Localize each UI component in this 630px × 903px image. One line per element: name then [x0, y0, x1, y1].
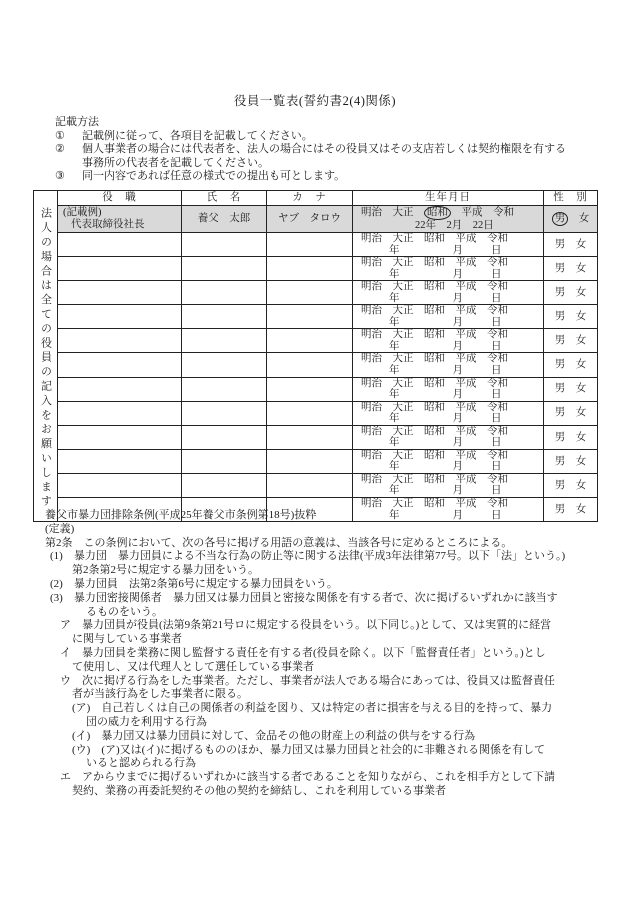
era-options: 明治 大正 昭和 平成 令和: [361, 449, 508, 461]
name-cell-blank: [182, 449, 267, 473]
era-options: 明治 大正 昭和 平成 令和: [361, 329, 508, 341]
kana-cell-blank: [267, 257, 353, 281]
kana-cell-blank: [267, 305, 353, 329]
birthdate-cell: [353, 305, 544, 329]
table-header-row: [34, 191, 598, 206]
example-birthdate-cell: [353, 206, 544, 233]
name-cell-blank: [182, 353, 267, 377]
day-label: 日: [491, 485, 502, 497]
sex-options: 男 女: [544, 449, 598, 473]
year-label: 年: [389, 316, 400, 328]
example-position-cell: [58, 206, 182, 233]
year-label: 年: [389, 509, 400, 521]
kana-cell-blank: [267, 473, 353, 497]
era-options: 明治 大正 昭和 平成 令和: [361, 281, 508, 293]
ordinance-title: 養父市暴力団排除条例(平成25年養父市条例第18号)抜粋: [45, 509, 317, 521]
month-label: 月: [452, 389, 463, 401]
example-era-line: [353, 206, 543, 220]
instruction-number-2: ②: [55, 143, 65, 156]
table-row: [34, 401, 598, 425]
sex-options: 男 女: [544, 329, 598, 353]
month-label: 月: [452, 268, 463, 280]
side-note-cell: [34, 191, 58, 522]
ordinance-line: エ アからウまでに掲げるいずれかに該当する者であることを知りながら、これを相手方として下請: [60, 771, 555, 784]
ordinance-line: に関与している事業者: [72, 633, 182, 646]
example-sex-circled: 男: [552, 212, 569, 226]
column-header-sex: 性 別: [544, 191, 598, 206]
ordinance-line: (ア) 自己若しくは自己の関係者の利益を図り、又は特定の者に損害を与える目的を持って、暴力: [72, 702, 553, 715]
position-cell-blank: [58, 257, 182, 281]
era-options: 明治 大正 昭和 平成 令和: [361, 498, 508, 510]
birthdate-cell: [353, 257, 544, 281]
position-cell-blank: [58, 305, 182, 329]
ordinance-line: (定義): [45, 522, 75, 535]
month-label: 月: [452, 365, 463, 377]
month-label: 月: [452, 413, 463, 425]
table-row: [34, 305, 598, 329]
table-row: [34, 281, 598, 305]
month-label: 月: [452, 292, 463, 304]
kana-cell-blank: [267, 401, 353, 425]
instruction-text-1: 記載例に従って、各項目を記載してください。: [82, 129, 313, 142]
birthdate-cell: [353, 353, 544, 377]
era-options: 明治 大正 昭和 平成 令和: [361, 377, 508, 389]
table-row: [34, 449, 598, 473]
month-label: 月: [452, 437, 463, 449]
day-label: 日: [491, 244, 502, 256]
year-label: 年: [389, 437, 400, 449]
year-label: 年: [389, 292, 400, 304]
kana-cell-blank: [267, 353, 353, 377]
ordinance-line: るものをいう。: [86, 605, 163, 618]
example-sex-cell: [544, 206, 598, 233]
year-month-day-line: [353, 293, 543, 305]
birthdate-cell: [353, 425, 544, 449]
table-row: [34, 233, 598, 257]
birthdate-cell: [353, 233, 544, 257]
kana-cell-blank: [267, 329, 353, 353]
instruction-text-2: 個人事業者の場合には代表者を、法人の場合にはその役員又はその支店若しくは契約権限を有する: [82, 143, 566, 156]
ordinance-line: 第2条 この条例において、次の各号に掲げる用語の意義は、当該各号に定めるところによる。: [45, 536, 513, 549]
example-date: 22年 2月 22日: [415, 220, 494, 232]
month-label: 月: [452, 485, 463, 497]
ordinance-line: ア 暴力団員が役員(法第9条第21号ロに規定する役員をいう。以下同じ。)として、又は実質的に経営: [60, 619, 552, 632]
ordinance-line: (イ) 暴力団又は暴力団員に対して、金品その他の財産上の利益の供与をする行為: [72, 729, 476, 742]
example-sex-other: 女: [578, 212, 590, 224]
day-label: 日: [491, 389, 502, 401]
ordinance-line: (ウ) (ア)又は(イ)に掲げるもののほか、暴力団又は暴力団員と社会的に非難される関係を有して: [72, 743, 545, 756]
month-label: 月: [452, 316, 463, 328]
day-label: 日: [491, 437, 502, 449]
position-cell-blank: [58, 425, 182, 449]
year-month-day-line: [353, 413, 543, 425]
name-cell-blank: [182, 257, 267, 281]
name-cell-blank: [182, 473, 267, 497]
era-options: 明治 大正 昭和 平成 令和: [361, 257, 508, 269]
example-eras-before: 明治 大正: [361, 207, 414, 219]
month-label: 月: [452, 340, 463, 352]
table-row: [34, 353, 598, 377]
birthdate-cell: [353, 329, 544, 353]
example-eras-after: 平成 令和: [461, 207, 514, 219]
table-row: [34, 473, 598, 497]
example-label: (記載例): [63, 207, 102, 219]
year-label: 年: [389, 244, 400, 256]
name-cell-blank: [182, 377, 267, 401]
table-row: [34, 257, 598, 281]
instruction-number-1: ①: [55, 129, 65, 142]
sex-options: 男 女: [544, 233, 598, 257]
year-label: 年: [389, 413, 400, 425]
kana-cell-blank: [267, 425, 353, 449]
instruction-text-3: 同一内容であれば任意の様式での提出も可とします。: [82, 170, 346, 183]
year-month-day-line: [353, 437, 543, 449]
ordinance-line: て使用し、又は代理人として選任している事業者: [72, 660, 314, 673]
example-kana: ヤブ タロウ: [267, 206, 353, 233]
column-header-name: 氏 名: [182, 191, 267, 206]
ordinance-line: (1) 暴力団 暴力団員による不当な行為の防止等に関する法律(平成3年法律第77号。以下「法」という。): [50, 550, 566, 563]
position-cell-blank: [58, 473, 182, 497]
example-era-circled: 昭和: [424, 206, 451, 220]
column-header-kana: カ ナ: [267, 191, 353, 206]
ordinance-line: 契約、業務の再委託契約その他の契約を締結し、これを利用している事業者: [72, 784, 446, 797]
day-label: 日: [491, 340, 502, 352]
ordinance-line: イ 暴力団員を業務に関し監督する責任を有する者(役員を除く。以下「監督責任者」という。)とし: [60, 646, 546, 659]
name-cell-blank: [182, 401, 267, 425]
sex-options: 男 女: [544, 401, 598, 425]
instruction-item-2: [55, 143, 600, 157]
year-label: 年: [389, 461, 400, 473]
name-cell-blank: [182, 233, 267, 257]
year-label: 年: [389, 268, 400, 280]
year-label: 年: [389, 340, 400, 352]
day-label: 日: [491, 461, 502, 473]
ordinance-line: 団の威力を利用する行為: [86, 715, 207, 728]
instruction-number-3: ③: [55, 170, 65, 183]
sex-options: 男 女: [544, 425, 598, 449]
sex-options: 男 女: [544, 353, 598, 377]
kana-cell-blank: [267, 377, 353, 401]
table-row: [34, 329, 598, 353]
position-cell-blank: [58, 401, 182, 425]
column-header-birthdate: 生年月日: [353, 191, 544, 206]
era-options: 明治 大正 昭和 平成 令和: [361, 305, 508, 317]
era-options: 明治 大正 昭和 平成 令和: [361, 353, 508, 365]
name-cell-blank: [182, 281, 267, 305]
position-cell-blank: [58, 281, 182, 305]
year-month-day-line: [353, 461, 543, 473]
era-options: 明治 大正 昭和 平成 令和: [361, 473, 508, 485]
year-label: 年: [389, 485, 400, 497]
table-row: [34, 425, 598, 449]
ordinance-line: (2) 暴力団員 法第2条第6号に規定する暴力団員をいう。: [50, 577, 338, 590]
sex-options: 男 女: [544, 498, 598, 522]
birthdate-cell: [353, 449, 544, 473]
year-month-day-line: [353, 269, 543, 281]
year-month-day-line: [353, 389, 543, 401]
position-cell-blank: [58, 377, 182, 401]
sex-options: 男 女: [544, 305, 598, 329]
name-cell-blank: [182, 305, 267, 329]
day-label: 日: [491, 413, 502, 425]
ordinance-line: ウ 次に掲げる行為をした事業者。ただし、事業者が法人である場合にあっては、役員又は監督責任: [60, 674, 555, 687]
sex-options: 男 女: [544, 281, 598, 305]
kana-cell-blank: [267, 281, 353, 305]
day-label: 日: [491, 268, 502, 280]
year-month-day-line: [353, 317, 543, 329]
year-label: 年: [389, 365, 400, 377]
column-header-position: 役 職: [58, 191, 182, 206]
day-label: 日: [491, 365, 502, 377]
month-label: 月: [452, 509, 463, 521]
instruction-text-2-continued: 事務所の代表者を記載してください。: [82, 156, 269, 169]
birthdate-cell: [353, 473, 544, 497]
instructions-block: [55, 116, 600, 184]
year-month-day-line: [353, 341, 543, 353]
ordinance-excerpt: [0, 509, 630, 799]
day-label: 日: [491, 509, 502, 521]
era-options: 明治 大正 昭和 平成 令和: [361, 233, 508, 244]
position-cell-blank: [58, 353, 182, 377]
month-label: 月: [452, 244, 463, 256]
year-month-day-line: [353, 365, 543, 377]
ordinance-line: (3) 暴力団密接関係者 暴力団又は暴力団員と密接な関係を有する者で、次に掲げるいずれかに該当す: [50, 591, 558, 604]
example-row: [34, 206, 598, 233]
example-position: 代表取締役社長: [71, 219, 145, 230]
side-note-vertical-text: 法人の場合は全ての役員の記入をお願いします: [39, 207, 52, 510]
birthdate-cell: [353, 377, 544, 401]
kana-cell-blank: [267, 449, 353, 473]
year-month-day-line: [353, 485, 543, 497]
ordinance-line: いると認められる行為: [86, 757, 196, 770]
month-label: 月: [452, 461, 463, 473]
example-name: 養父 太郎: [182, 206, 267, 233]
ordinance-line: 者が当該行為をした事業者に限る。: [72, 688, 248, 701]
era-options: 明治 大正 昭和 平成 令和: [361, 401, 508, 413]
day-label: 日: [491, 292, 502, 304]
ordinance-line: 第2条第2号に規定する暴力団をいう。: [72, 564, 259, 577]
birthdate-cell: [353, 281, 544, 305]
kana-cell-blank: [267, 233, 353, 257]
era-options: 明治 大正 昭和 平成 令和: [361, 425, 508, 437]
sex-options: 男 女: [544, 473, 598, 497]
birthdate-cell: [353, 401, 544, 425]
instructions-heading: 記載方法: [55, 116, 99, 128]
day-label: 日: [491, 316, 502, 328]
officers-table: [33, 190, 598, 522]
year-month-day-line: [353, 245, 543, 257]
instruction-item-1: [55, 130, 600, 144]
position-cell-blank: [58, 329, 182, 353]
name-cell-blank: [182, 425, 267, 449]
name-cell-blank: [182, 329, 267, 353]
table-row: [34, 377, 598, 401]
position-cell-blank: [58, 449, 182, 473]
sex-options: 男 女: [544, 257, 598, 281]
sex-options: 男 女: [544, 377, 598, 401]
position-cell-blank: [58, 233, 182, 257]
year-label: 年: [389, 389, 400, 401]
page-title: 役員一覧表(誓約書2(4)関係): [233, 94, 397, 108]
instruction-item-3: [55, 170, 600, 184]
